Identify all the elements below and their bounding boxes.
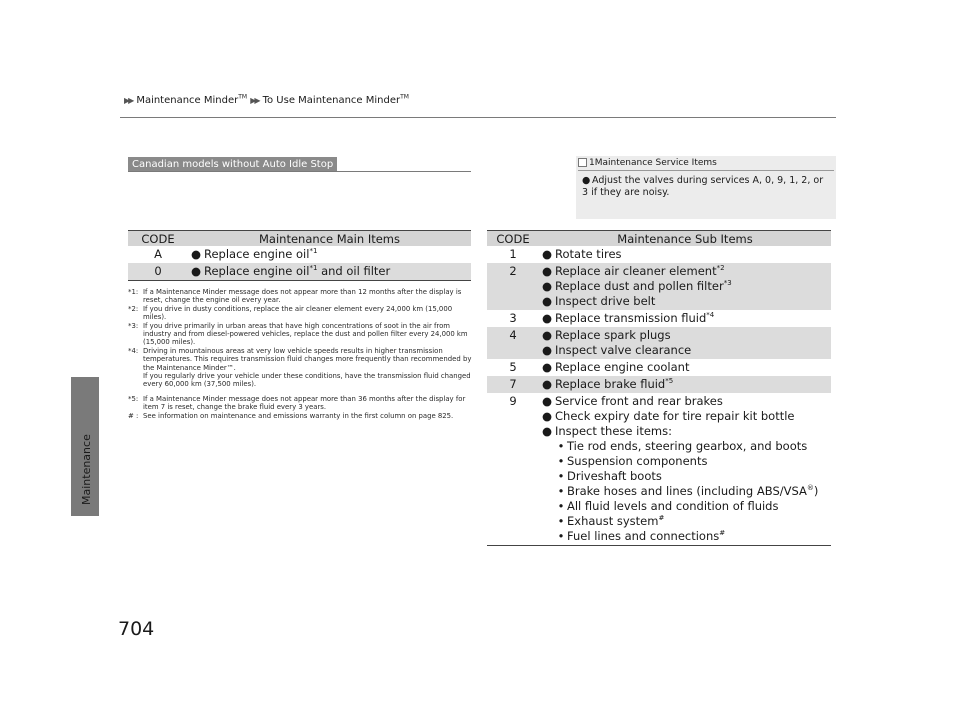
bullet-icon: ●	[190, 264, 202, 278]
footnote: *5: If a Maintenance Minder message does not appear more than 36 months after the display for item 7 is reset, change the brake fluid every 3 years.	[128, 394, 466, 412]
bullet-icon: ●	[582, 175, 591, 186]
sub-bullet-icon: •	[557, 484, 565, 498]
footnotes	[128, 288, 474, 420]
bullet-icon: ●	[541, 424, 553, 438]
bullet-icon: ●	[541, 377, 553, 391]
table-row	[128, 263, 471, 281]
footnote: # : See information on maintenance and emissions warranty in the first column on page 825.	[128, 411, 454, 420]
breadcrumb-current: To Use Maintenance Minder™	[262, 93, 409, 106]
item-cell: ● Replace transmission fluid$^{*4}$	[539, 310, 831, 327]
header-divider	[120, 117, 836, 118]
sub-bullet-icon: •	[557, 499, 565, 513]
table-row	[487, 327, 831, 359]
breadcrumb-link-maintenance-minder[interactable]: Maintenance Minder™	[136, 93, 248, 106]
code-cell: 9	[487, 393, 539, 546]
item-cell: ● Service front and rear brakes ● Check expiry date for tire repair kit bottle ● Inspect these items: • Tie rod ends, steering gearbox, and boots • Suspension components • Driveshaft boots • Brake hoses and lines (including ABS/VSA®) • All fluid levels and condition of fluids • Exhaust system# • Fuel lines and connections#	[539, 393, 831, 546]
note-divider	[578, 170, 834, 171]
bullet-icon: ●	[541, 247, 553, 261]
sub-bullet-icon: •	[557, 439, 565, 453]
sub-bullet-icon: •	[557, 529, 565, 543]
note-body: ● Adjust the valves during services A, 0, 9, 1, 2, or 3 if they are noisy.	[582, 175, 824, 198]
item-cell: ● Replace engine oil$^{*1}$ and oil filter	[188, 263, 471, 281]
code-cell: 0	[128, 263, 188, 281]
breadcrumb	[124, 95, 409, 106]
table-row	[487, 263, 831, 310]
section-side-label: Maintenance	[80, 434, 93, 505]
note-title: 1Maintenance Service Items	[578, 158, 717, 168]
page-number: 704	[118, 618, 155, 640]
model-badge: Canadian models without Auto Idle Stop	[128, 157, 337, 172]
code-cell: 5	[509, 360, 517, 374]
table-row	[487, 393, 831, 546]
item-cell: ● Replace air cleaner element$^{*2}$ ● Replace dust and pollen filter$^{*3}$ ● Inspect drive belt	[539, 263, 831, 310]
bullet-icon: ●	[541, 294, 553, 308]
sub-bullet-icon: •	[557, 514, 565, 528]
item-cell: ● Replace brake fluid$^{*5}$	[539, 376, 831, 393]
bullet-icon: ●	[541, 343, 553, 357]
code-cell: 2	[487, 263, 539, 310]
item-cell: ● Rotate tires	[539, 246, 831, 263]
main-items-table	[128, 230, 471, 281]
footnote: *1: If a Maintenance Minder message does not appear more than 12 months after the display is reset, change the engine oil every year.	[128, 288, 462, 305]
table-row	[487, 376, 831, 393]
bullet-icon: ●	[541, 279, 553, 293]
table-row	[487, 310, 831, 327]
badge-underline	[128, 171, 471, 172]
breadcrumb-arrow-icon: ▶▶	[250, 96, 259, 105]
code-cell: A	[154, 247, 162, 261]
bullet-icon: ●	[541, 394, 553, 408]
footnote: *2: If you drive in dusty conditions, replace the air cleaner element every 24,000 km (15,000 miles).	[128, 304, 453, 322]
code-cell: 3	[509, 311, 517, 325]
bullet-icon: ●	[190, 247, 202, 261]
bullet-icon: ●	[541, 360, 553, 374]
bullet-icon: ●	[541, 311, 553, 325]
footnote: If you regularly drive your vehicle under these conditions, have the transmission fluid changed every 60,000 km (37,500 miles).	[143, 372, 471, 389]
col-header-main-items: Maintenance Main Items	[188, 231, 471, 247]
col-header-code: CODE	[487, 231, 539, 247]
bullet-icon: ●	[541, 328, 553, 342]
bullet-icon: ●	[541, 264, 553, 278]
note-ref-icon	[578, 158, 587, 167]
item-cell: ● Replace engine coolant	[539, 359, 831, 376]
sub-bullet-icon: •	[557, 469, 565, 483]
code-cell: 4	[487, 327, 539, 359]
bullet-icon: ●	[541, 409, 553, 423]
sub-items-table	[487, 230, 831, 546]
sub-bullet-icon: •	[557, 454, 565, 468]
breadcrumb-arrow-icon: ▶▶	[124, 96, 133, 105]
footnote: *4: Driving in mountainous areas at very low vehicle speeds results in higher transmission temperatures. This requires transmission fluid changes more frequently than recommended by the Maintenance Minder™.	[128, 346, 472, 372]
table-row	[487, 359, 831, 376]
col-header-sub-items: Maintenance Sub Items	[539, 231, 831, 247]
item-cell: ● Replace engine oil$^{*1}$	[188, 246, 471, 263]
code-cell: 7	[487, 376, 539, 393]
table-row	[128, 246, 471, 263]
code-cell: 1	[509, 247, 517, 261]
item-cell: ● Replace spark plugs ● Inspect valve clearance	[539, 327, 831, 359]
col-header-code: CODE	[128, 231, 188, 247]
footnote: *3: If you drive primarily in urban areas that have high concentrations of soot in the air from industry and from diesel-powered vehicles, replace the dust and pollen filter every 24,000 km (15,000 miles).	[128, 321, 468, 347]
table-row	[487, 246, 831, 263]
